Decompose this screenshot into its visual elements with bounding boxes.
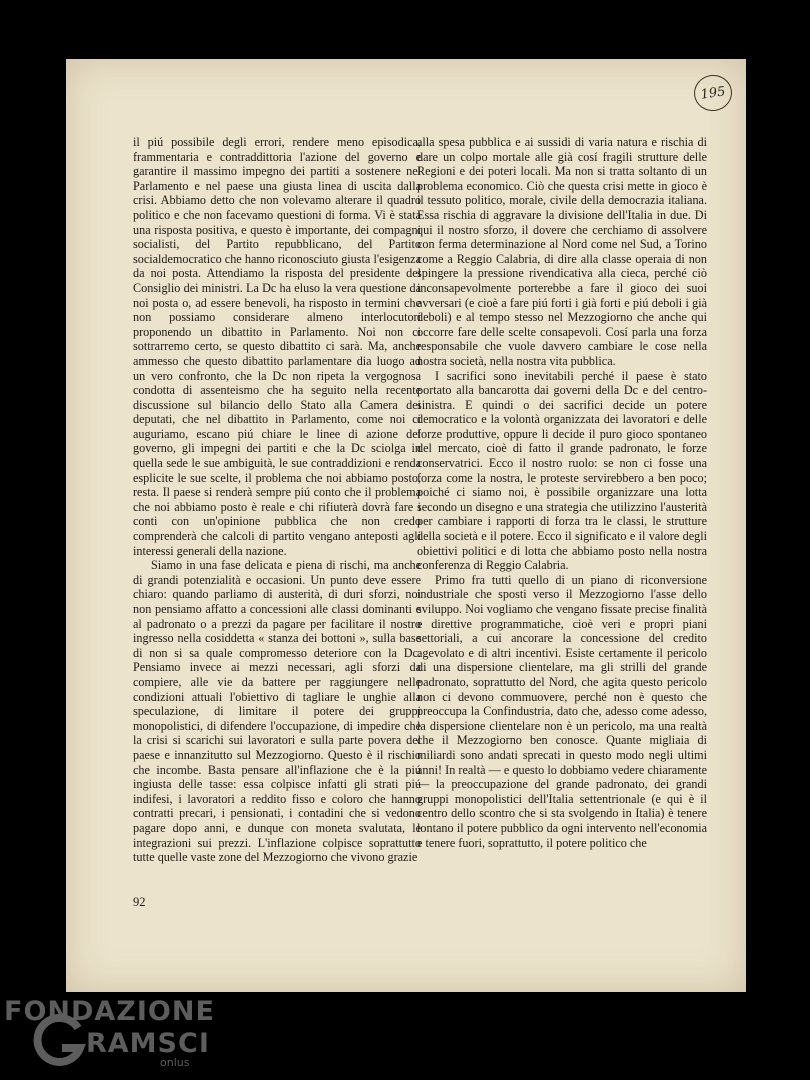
page-stamp: 195	[692, 73, 735, 114]
left-column	[133, 135, 421, 865]
page-number: 92	[133, 895, 146, 909]
watermark-logo	[0, 992, 230, 1080]
watermark-line-1: FONDAZIONE	[4, 996, 215, 1027]
paragraph: il piú possibile degli errori, rendere meno episodica, frammentaria e contraddittoria l'azione del governo e garantire il massimo impegno dei partiti a sostenere nel Parlamento e nel paese una giusta linea di uscita dalla crisi. Abbiamo detto che non volevamo alterare il quadro politico e che non facevamo questioni di forma. Vi è stata una risposta positiva, e questo è importante, dei compagni socialisti, del Partito repubblicano, del Partito socialdemocratico che hanno riconosciuto giusta l'esigenza da noi posta. Attendiamo la risposta del presidente del Consiglio dei ministri. La Dc ha eluso la vera questione da noi posta o, ad essere benevoli, ha risposto in termini che non possiamo considerare almeno interlocutori proponendo un dibattito in Parlamento. Noi non ci sottrarremo certo, se questo dibattito ci sarà. Ma, anche ammesso che questo dibattito parlamentare dia luogo ad un vero confronto, che la Dc non ripeta la vergognosa condotta di assenteismo che ha seguito nella recente discussione sul bilancio dello Stato alla Camera dei deputati, che nel dibattito in Parlamento, come noi ci auguriamo, escano piú chiare le linee di azione del governo, gli impegni dei partiti e che la Dc sciolga in quella sede le sue ambiguità, le sue contraddizioni e renda esplicite le sue scelte, il problema che noi abbiamo posto, resta. Il paese si renderà sempre piú conto che il problema che noi abbiamo posto è reale e chi rifiuterà dovrà fare i conti con un'opinione pubblica che non credo comprenderà che calcoli di partito vengano anteposti agli interessi generali della nazione.	[133, 135, 421, 558]
watermark-line-2: RAMSCI	[86, 1028, 210, 1059]
g-logo-icon	[32, 1014, 88, 1070]
paragraph: I sacrifici sono inevitabili perché il paese è stato portato alla bancarotta dai governi della Dc e del centro-sinistra. E quindi o dei sacrifici decide un potere democratico e la volontà organizzata dei lavoratori e delle forze produttive, oppure li decide il puro gioco spontaneo del mercato, cioè di fatto il grande padronato, le forze conservatrici. Ecco il nostro ruolo: se non ci fosse una forza come la nostra, le proteste servirebbero a ben poco; poiché ci siamo noi, è possibile organizzare una lotta secondo un disegno e una strategia che utilizzino l'austerità per cambiare i rapporti di forza tra le classi, le strutture della società e il potere. Ecco il significato e il valore degli obiettivi politici e di lotta che abbiamo posto nella nostra conferenza di Reggio Calabria.	[417, 368, 707, 573]
paragraph: Siamo in una fase delicata e piena di rischi, ma anche di grandi potenzialità e occasioni. Un punto deve essere chiaro: quando parliamo di austerità, di duri sforzi, noi non pensiamo affatto a concessioni alle classi dominanti e al padronato o a prezzi da pagare per facilitare il nostro ingresso nella cosiddetta « stanza dei bottoni », sulla base di non si sa quale compromesso deteriore con la Dc. Pensiamo invece ai mezzi necessari, agli sforzi da compiere, alle vie da battere per raggiungere nelle condizioni attuali l'obiettivo di tagliare le unghie alla speculazione, di limitare il potere dei gruppi monopolistici, di difendere l'occupazione, di impedire che la crisi si scarichi sui lavoratori e sulla parte povera del paese e innanzitutto sul Mezzogiorno. Questo è il rischio che incombe. Basta pensare all'inflazione che è la piú ingiusta delle tasse: essa colpisce infatti gli strati piú indifesi, i lavoratori a reddito fisso e coloro che hanno contratti precari, i pensionati, i contadini che si vedono pagare dopo anni, e dunque con moneta svalutata, le integrazioni sui prezzi. L'inflazione colpisce soprattutto tutte quelle vaste zone del Mezzogiorno che vivono grazie	[133, 558, 421, 865]
paragraph: Primo fra tutti quello di un piano di riconversione industriale che sposti verso il Mezzogiorno l'asse dello sviluppo. Noi vogliamo che vengano fissate precise finalità e direttive programmatiche, cioè veri e propri piani settoriali, a cui ancorare la concessione del credito agevolato e di altri incentivi. Esiste certamente il pericolo di una dispersione clientelare, ma gli strilli del grande padronato, soprattutto del Nord, che agita questo pericolo non ci devono commuovere, perché non è questo che preoccupa la Confindustria, dato che, adesso come adesso, la dispersione clientelare non è un pericolo, ma una realtà che il Mezzogiorno ben conosce. Quante migliaia di miliardi sono andati sprecati in questo modo negli ultimi anni! In realtà — e questo lo dobbiamo vedere chiaramente — la preoccupazione del grande padronato, dei grandi gruppi monopolistici dell'Italia settentrionale (e qui è il centro dello scontro che si sta svolgendo in Italia) è tenere lontano il potere pubblico da ogni intervento nell'economia e tenere fuori, soprattutto, il potere politico che	[417, 572, 707, 850]
right-column	[417, 135, 707, 850]
document-page	[66, 59, 746, 992]
paragraph: alla spesa pubblica e ai sussidi di varia natura e rischia di dare un colpo mortale alle già cosí fragili strutture delle Regioni e dei poteri locali. Ma non si tratta soltanto di un problema economico. Ciò che questa crisi mette in gioco è il tessuto politico, morale, civile della democrazia italiana. Essa rischia di aggravare la divisione dell'Italia in due. Di qui il nostro sforzo, il dovere che cerchiamo di assolvere con ferma determinazione al Nord come nel Sud, a Torino come a Reggio Calabria, di dire alla classe operaia di non spingere la pressione rivendicativa alla cieca, perché ciò inconsapevolmente porterebbe a fare il gioco dei suoi avversari (e cioè a fare piú forti i già forti e piú deboli i già deboli) e al tempo stesso nel Mezzogiorno che anche qui occorre fare delle scelte consapevoli. Cosí parla una forza responsabile che vuole davvero cambiare le cose nella nostra società, nella nostra vita pubblica.	[417, 135, 707, 368]
watermark-onlus: onlus	[160, 1056, 190, 1069]
